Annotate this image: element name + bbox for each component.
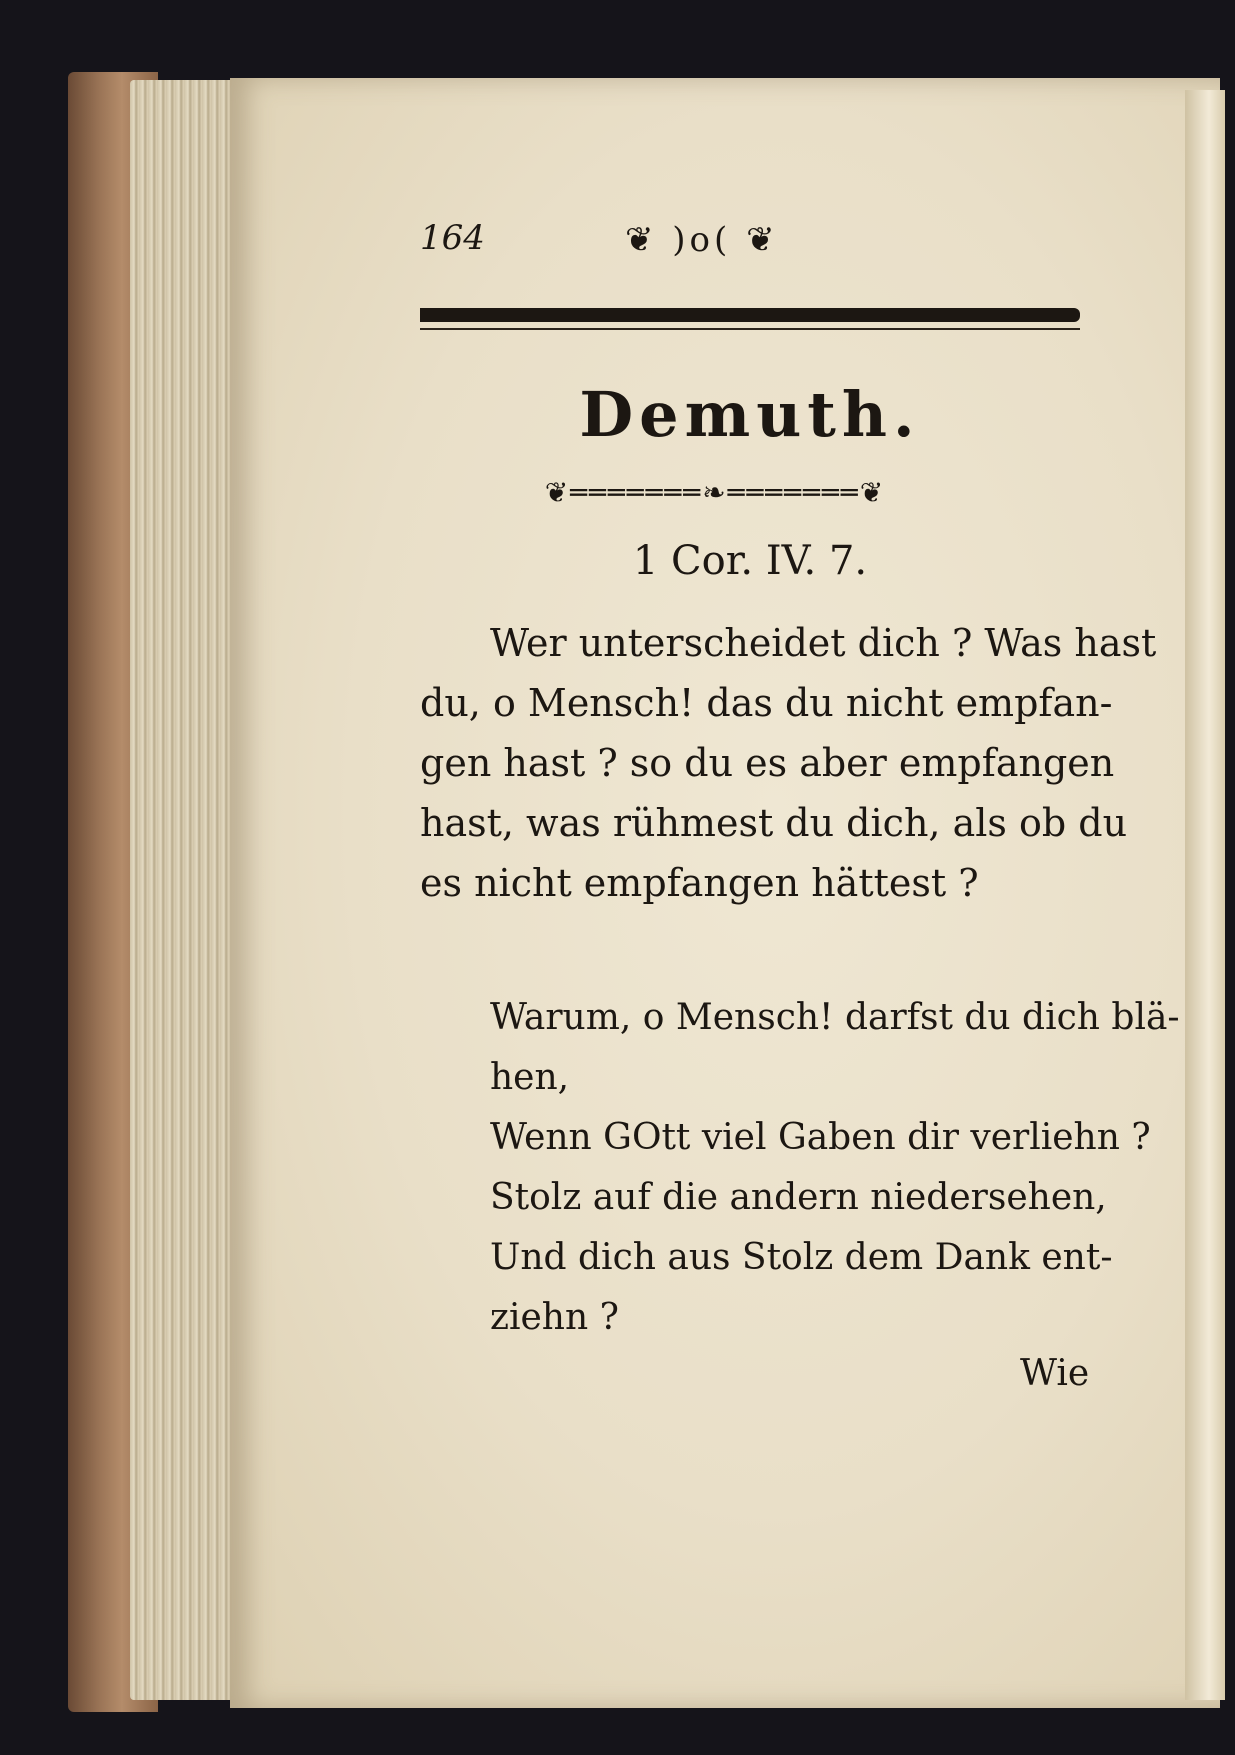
header-ornament: ❦ )o( ❦ (625, 220, 779, 260)
page-number: 164 (420, 218, 485, 258)
verse-line: du, o Mensch! das du nicht empfan- (420, 681, 1113, 725)
book-page (230, 78, 1220, 1708)
verse-line: hast, was rühmest du dich, als ob du (420, 801, 1128, 845)
verse-line: Wer unterscheidet dich ? Was hast (490, 621, 1157, 665)
page-content (420, 218, 1180, 1394)
scripture-reference: 1 Cor. IV. 7. (632, 538, 868, 584)
poem-line: Stolz auf die andern niedersehen, (490, 1177, 1107, 1218)
catchword: Wie (1020, 1353, 1090, 1394)
verse-line: gen hast ? so du es aber empfangen (420, 741, 1115, 785)
page-title: Demuth. (579, 378, 921, 451)
header-rule (420, 308, 1080, 322)
poem-line: Wenn GOtt viel Gaben dir verliehn ? (490, 1117, 1151, 1158)
poem-line: Warum, o Mensch! darfst du dich blä- (490, 997, 1180, 1038)
header-rule-thin (420, 328, 1080, 330)
poem-line: ziehn ? (490, 1297, 619, 1338)
book (30, 60, 1235, 1750)
scripture-verse (420, 613, 1157, 913)
running-header (420, 218, 1090, 288)
title-ornament: ❦═══════❧═══════❦ (544, 476, 886, 509)
poem-line: hen, (490, 1057, 570, 1098)
book-gutter (1185, 90, 1225, 1700)
poem-stanza (420, 988, 1180, 1348)
poem-line: Und dich aus Stolz dem Dank ent- (490, 1237, 1113, 1278)
verse-line: es nicht empfangen hättest ? (420, 861, 979, 905)
